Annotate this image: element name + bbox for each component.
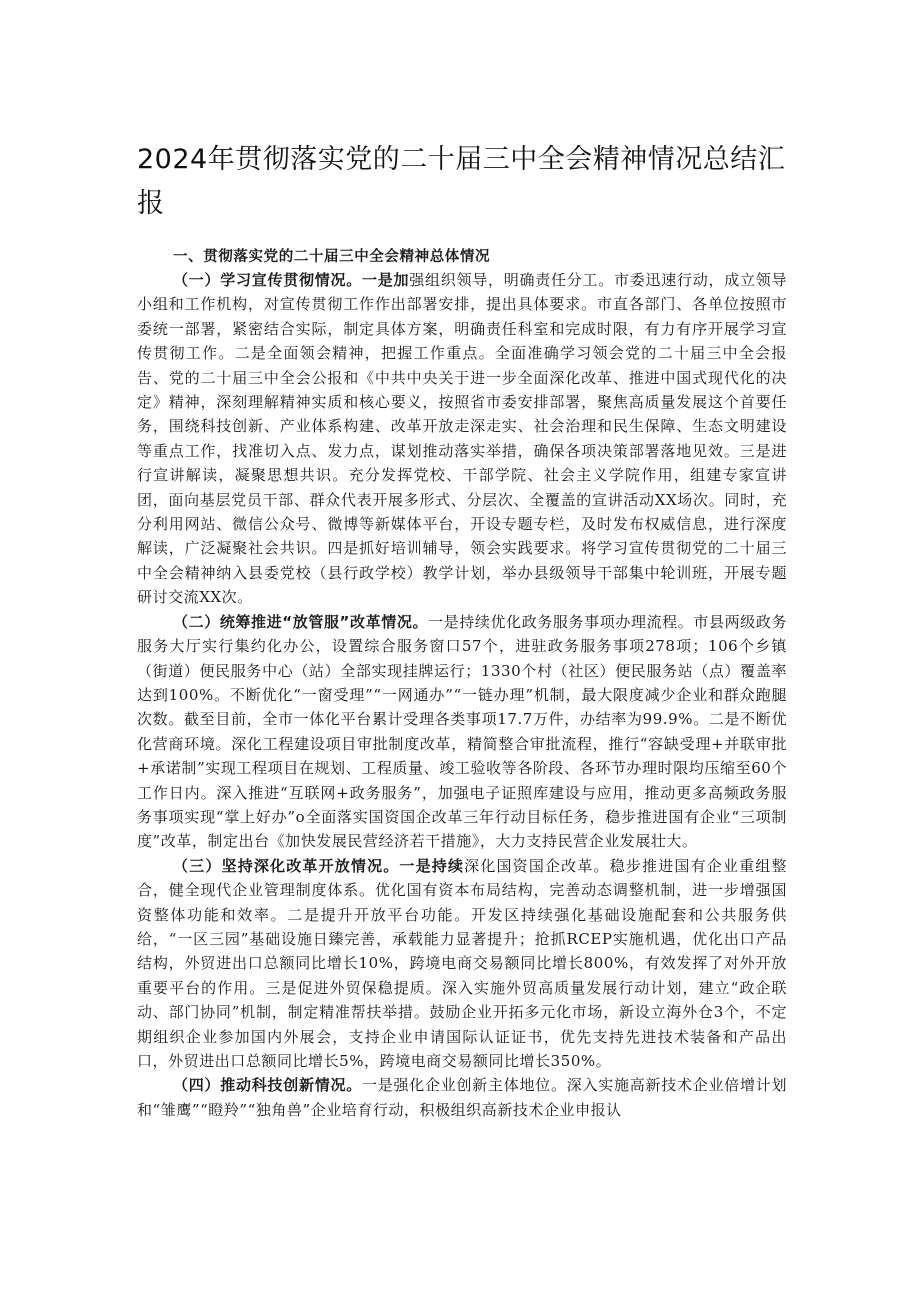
paragraph-lead: （二）统筹推进“放管服”改革情况。 <box>173 612 429 631</box>
paragraph-lead: （四）推动科技创新情况。 <box>173 1076 362 1095</box>
paragraph-reform-services <box>137 610 787 854</box>
paragraph-body: 深化国资国企改革。稳步推进国有企业重组整合，健全现代企业管理制度体系。优化国有资本布局结构，完善动态调整机制，进一步增强国资整体功能和效率。二是提升开放平台功能。开发区持续强化基础设施配套和公共服务供给，“一区三园”基础设施日臻完善，承载能力显著提升；抢抓RCEP实施机遇，优化出口产品结构，外贸进出口总额同比增长10%，跨境电商交易额同比增长800%，有效发挥了对外开放重要平台的作用。三是促进外贸保稳提质。深入实施外贸高质量发展行动计划，建立“政企联动、部门协同”机制，制定精准帮扶举措。鼓励企业开拓多元化市场，新设立海外仓3个，不定期组织企业参加国内外展会，支持企业申请国际认证证书，优先支持先进技术装备和产品出口，外贸进出口总额同比增长5%，跨境电商交易额同比增长350%。 <box>137 856 787 1070</box>
paragraph-lead: （一）学习宣传贯彻情况。一是加 <box>173 271 410 289</box>
document-page <box>137 138 787 1122</box>
paragraph-reform-opening <box>137 854 787 1074</box>
paragraph-body: 一是强化企业创新主体地位。深入实施高新技术企业倍增计划和“雏鹰”“瞪羚”“独角兽”企业培育行动，积极组织高新技术企业申报认 <box>137 1076 787 1119</box>
document-title: 2024年贯彻落实党的二十届三中全会精神情况总结汇报 <box>137 144 786 219</box>
section-heading: 一、贯彻落实党的二十届三中全会精神总体情况 <box>173 249 491 265</box>
paragraph-lead: （三）坚持深化改革开放情况。一是持续 <box>173 856 465 875</box>
paragraph-study-publicity <box>137 268 787 610</box>
paragraph-body: 一是持续优化政务服务事项办理流程。市县两级政务服务大厅实行集约化办公，设置综合服务窗口57个，进驻政务服务事项278项；106个乡镇（街道）便民服务中心（站）全部实现挂牌运行；1330个村（社区）便民服务站（点）覆盖率达到100%。不断优化“一窗受理”“一网通办”“一链办理”机制，最大限度减少企业和群众跑腿次数。截至目前，全市一体化平台累计受理各类事项17.7万件，办结率为99.9%。二是不断优化营商环境。深化工程建设项目审批制度改革，精简整合审批流程，推行“容缺受理+并联审批+承诺制”实现工程项目在规划、工程质量、竣工验收等各阶段、各环节办理时限均压缩至60个工作日内。深入推进“互联网+政务服务”，加强电子证照库建设与应用，推动更多高频政务服务事项实现“掌上好办”o全面落实国资国企改革三年行动目标任务，稳步推进国有企业“三项制度”改革，制定出台《加快发展民营经济若干措施》，大力支持民营企业发展壮大。 <box>137 612 787 851</box>
paragraph-body: 强组织领导，明确责任分工。市委迅速行动，成立领导小组和工作机构，对宣传贯彻工作作出部署安排，提出具体要求。市直各部门、各单位按照市委统一部署，紧密结合实际，制定具体方案，明确责任科室和完成时限，有力有序开展学习宣传贯彻工作。二是全面领会精神，把握工作重点。全面准确学习领会党的二十届三中全会报告、党的二十届三中全会公报和《中共中央关于进一步全面深化改革、推进中国式现代化的决定》精神，深刻理解精神实质和核心要义，按照省市委安排部署，聚焦高质量发展这个首要任务，围绕科技创新、产业体系构建、改革开放走深走实、社会治理和民生保障、生态文明建设等重点工作，找准切入点、发力点，谋划推动落实举措，确保各项决策部署落地见效。三是进行宣讲解读，凝聚思想共识。充分发挥党校、干部学院、社会主义学院作用，组建专家宣讲团，面向基层党员干部、群众代表开展多形式、分层次、全覆盖的宣讲活动XX场次。同时，充分利用网站、微信公众号、微博等新媒体平台，开设专题专栏，及时发布权威信息，进行深度解读，广泛凝聚社会共识。四是抓好培训辅导，领会实践要求。将学习宣传贯彻党的二十届三中全会精神纳入县委党校（县行政学校）教学计划，举办县级领导干部集中轮训班，开展专题研讨交流XX次。 <box>137 271 787 607</box>
paragraph-tech-innovation <box>137 1073 787 1122</box>
